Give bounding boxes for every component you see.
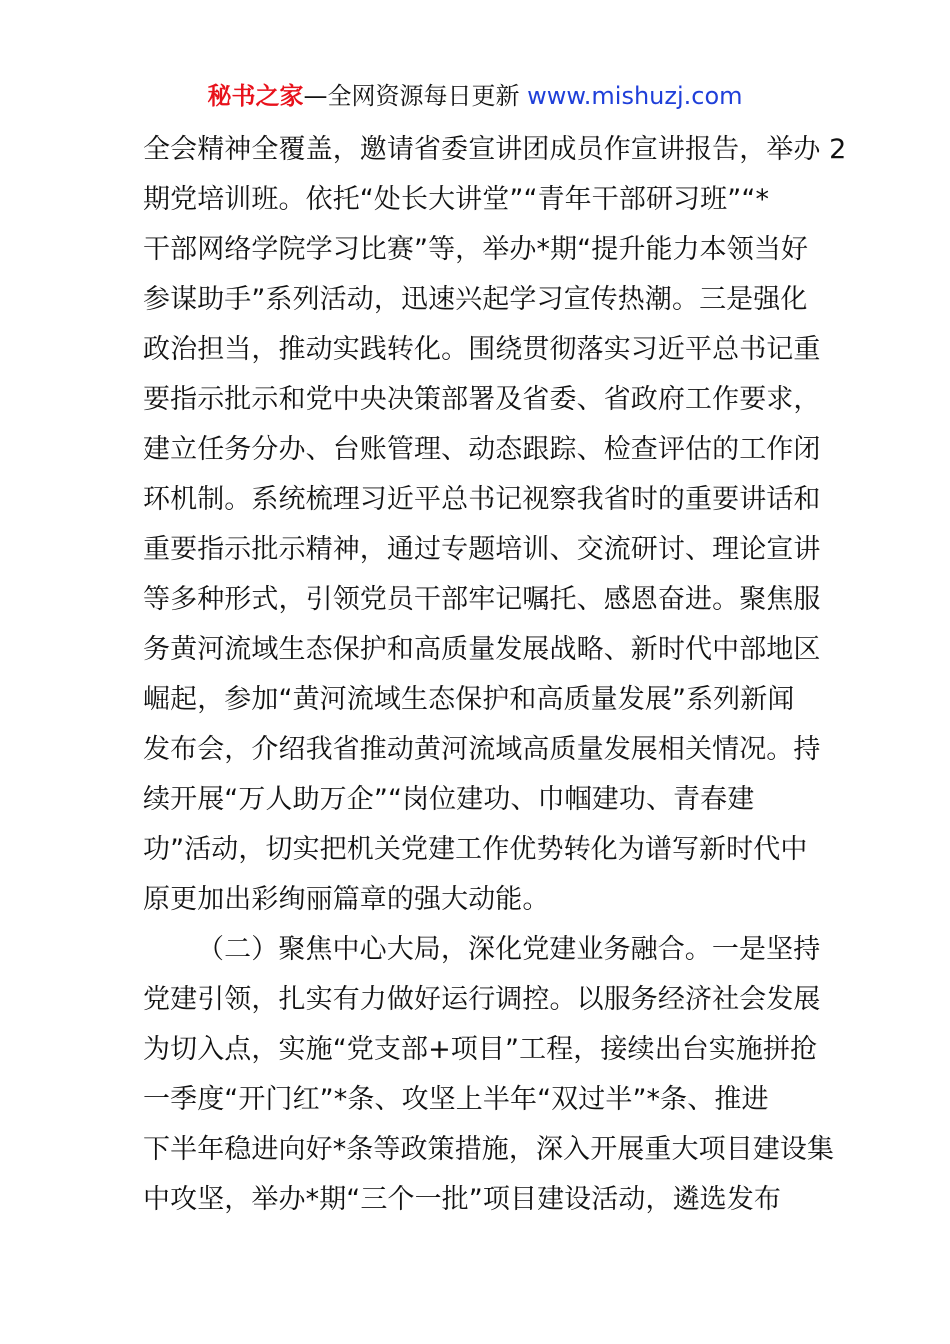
brand-name: 秘书之家 bbox=[207, 82, 304, 110]
text-line: 党建引领，扎实有力做好运行调控。以服务经济社会发展 bbox=[143, 984, 821, 1015]
text-line: 功”活动，切实把机关党建工作优势转化为谱写新时代中 bbox=[143, 834, 808, 865]
text-line: （二）聚焦中心大局，深化党建业务融合。一是坚持 bbox=[197, 934, 821, 965]
text-line: 政治担当，推动实践转化。围绕贯彻落实习近平总书记重 bbox=[143, 334, 821, 365]
text-line: 续开展“万人助万企”“岗位建功、巾帼建功、青春建 bbox=[143, 784, 755, 815]
text-line: 干部网络学院学习比赛”等，举办*期“提升能力本领当好 bbox=[143, 234, 809, 265]
text-line: 重要指示批示精神，通过专题培训、交流研讨、理论宣讲 bbox=[143, 534, 821, 565]
text-line: 为切入点，实施“党支部+项目”工程，接续出台实施拼抢 bbox=[143, 1034, 818, 1065]
text-line: 全会精神全覆盖，邀请省委宣讲团成员作宣讲报告，举办 2 bbox=[143, 134, 847, 165]
text-line: 中攻坚，举办*期“三个一批”项目建设活动，遴选发布 bbox=[143, 1184, 781, 1215]
text-line: 一季度“开门红”*条、攻坚上半年“双过半”*条、推进 bbox=[143, 1084, 769, 1115]
text-line: 要指示批示和党中央决策部署及省委、省政府工作要求， bbox=[143, 384, 821, 415]
text-line: 发布会，介绍我省推动黄河流域高质量发展相关情况。持 bbox=[143, 734, 821, 765]
text-line: 务黄河流域生态保护和高质量发展战略、新时代中部地区 bbox=[143, 634, 821, 665]
text-line: 环机制。系统梳理习近平总书记视察我省时的重要讲话和 bbox=[143, 484, 821, 515]
text-line: 下半年稳进向好*条等政策措施，深入开展重大项目建设集 bbox=[143, 1134, 835, 1165]
text-line: 期党培训班。依托“处长大讲堂”“青年干部研习班”“* bbox=[143, 184, 770, 215]
header-tagline: —全网资源每日更新 bbox=[303, 82, 528, 110]
document-body bbox=[143, 125, 847, 1225]
text-line: 等多种形式，引领党员干部牢记嘱托、感恩奋进。聚焦服 bbox=[143, 584, 821, 615]
text-line: 原更加出彩绚丽篇章的强大动能。 bbox=[143, 884, 550, 915]
text-line: 崛起，参加“黄河流域生态保护和高质量发展”系列新闻 bbox=[143, 684, 795, 715]
text-line: 参谋助手”系列活动，迅速兴起学习宣传热潮。三是强化 bbox=[143, 284, 808, 315]
text-line: 建立任务分办、台账管理、动态跟踪、检查评估的工作闭 bbox=[143, 434, 821, 465]
page-header bbox=[0, 80, 950, 112]
website-url[interactable]: www.mishuzj.com bbox=[527, 82, 743, 110]
